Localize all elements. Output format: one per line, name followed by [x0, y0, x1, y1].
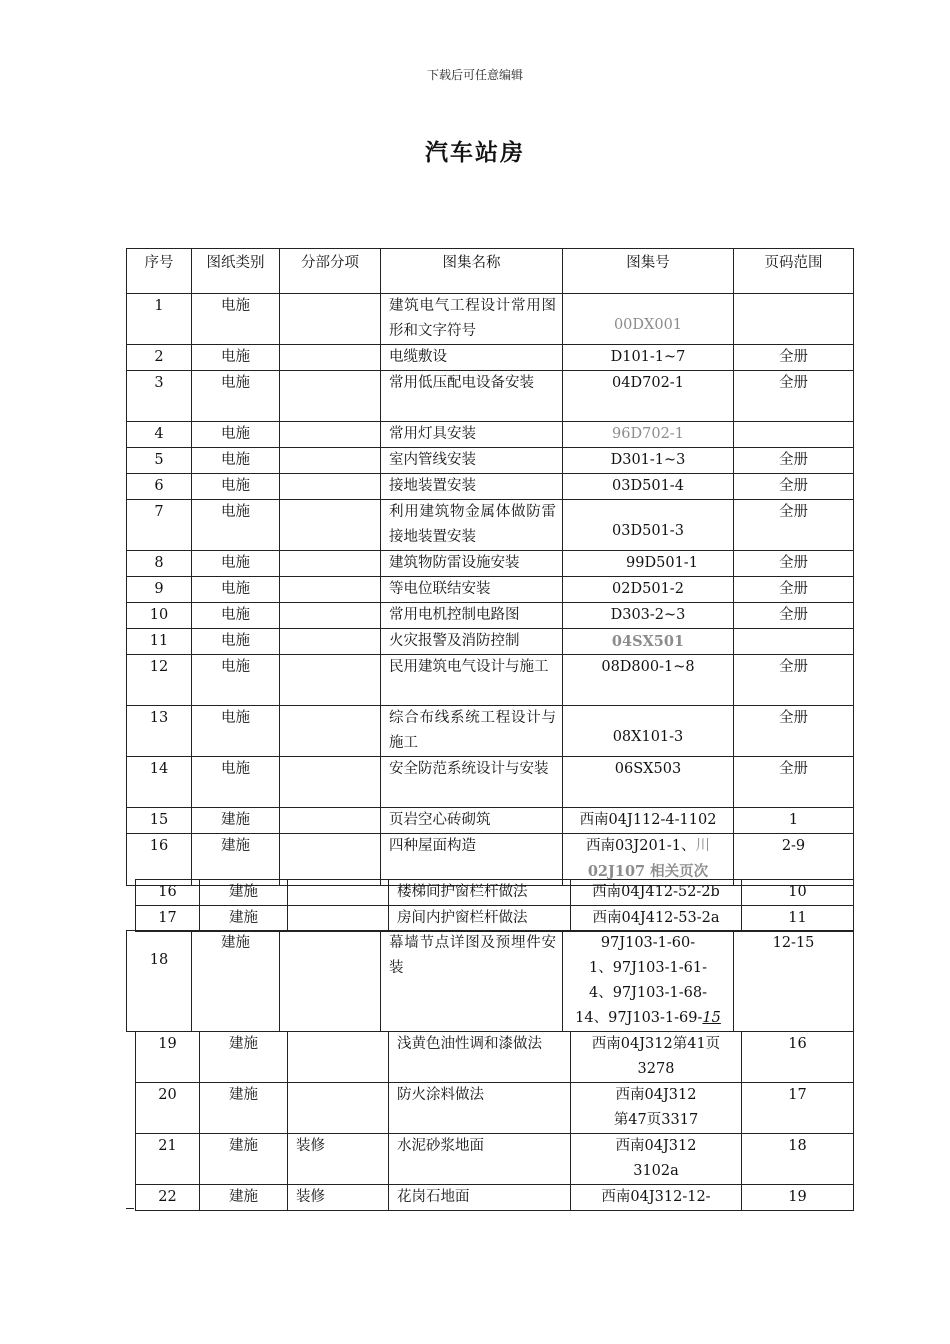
row-page-range: 全册 — [734, 706, 854, 757]
row-atlas-code-line: 4、97J103-1-68- — [588, 985, 708, 1001]
row-page-range: 1 — [734, 808, 854, 834]
table-row — [127, 655, 854, 706]
col-header-page-range: 页码范围 — [734, 249, 854, 294]
row-atlas-code: 西南04J312-12- — [571, 1185, 742, 1211]
row-subitem — [280, 655, 381, 706]
row-atlas-code-part: 西南03J201-1、 — [585, 838, 696, 854]
row-category: 建施 — [192, 834, 280, 886]
row-category: 电施 — [192, 448, 280, 474]
row-subitem — [280, 931, 381, 1032]
row-category: 电施 — [192, 757, 280, 808]
row-page-range — [734, 422, 854, 448]
row-atlas-code — [563, 500, 734, 551]
row-atlas-name: 综合布线系统工程设计与施工 — [381, 706, 563, 757]
row-category: 电施 — [192, 551, 280, 577]
row-atlas-name: 等电位联结安装 — [381, 577, 563, 603]
row-atlas-code: 西南04J112-4-1102 — [563, 808, 734, 834]
row-atlas-name: 安全防范系统设计与安装 — [381, 757, 563, 808]
row-index: 2 — [127, 345, 192, 371]
row-subitem — [280, 834, 381, 886]
col-header-atlas-name: 图集名称 — [381, 249, 563, 294]
table-row — [127, 629, 854, 655]
row-category: 电施 — [192, 422, 280, 448]
row-index: 10 — [127, 603, 192, 629]
row-page-range — [734, 294, 854, 345]
table-row — [136, 880, 854, 906]
table-row — [136, 1083, 854, 1134]
row-atlas-code: 06SX503 — [563, 757, 734, 808]
table-row — [127, 757, 854, 808]
row-subitem — [280, 345, 381, 371]
row-atlas-code — [563, 834, 734, 886]
row-subitem — [288, 880, 389, 906]
row-atlas-code — [563, 294, 734, 345]
row-atlas-code: D303-2~3 — [563, 603, 734, 629]
row-category: 电施 — [192, 500, 280, 551]
row-subitem — [280, 808, 381, 834]
row-index: 7 — [127, 500, 192, 551]
table-row — [127, 577, 854, 603]
table-row — [127, 500, 854, 551]
row-page-range: 17 — [742, 1083, 854, 1134]
row-atlas-code: 04SX501 — [563, 629, 734, 655]
row-index: 17 — [136, 906, 200, 932]
row-page-range: 全册 — [734, 474, 854, 500]
header-note: 下载后可任意编辑 — [426, 68, 523, 82]
row-subitem — [280, 551, 381, 577]
table-edge-line — [126, 1208, 134, 1209]
page-title: 汽车站房 — [425, 139, 525, 166]
row-page-range: 全册 — [734, 655, 854, 706]
row-subitem — [280, 422, 381, 448]
table-row — [127, 448, 854, 474]
row-page-range: 全册 — [734, 757, 854, 808]
row-atlas-code: 西南04J412-53-2a — [571, 906, 742, 932]
row-index: 16 — [136, 880, 200, 906]
row-atlas-name: 常用灯具安装 — [381, 422, 563, 448]
row-page-range: 12-15 — [734, 931, 854, 1032]
row-subitem — [280, 448, 381, 474]
row-atlas-code-line — [565, 1006, 731, 1031]
row-index: 8 — [127, 551, 192, 577]
row-atlas-name: 水泥砂浆地面 — [389, 1134, 571, 1185]
row-subitem — [280, 603, 381, 629]
table-row — [127, 808, 854, 834]
row-category: 建施 — [192, 808, 280, 834]
row-index: 12 — [127, 655, 192, 706]
row-atlas-name: 室内管线安装 — [381, 448, 563, 474]
row-category: 电施 — [192, 629, 280, 655]
row-page-range: 18 — [742, 1134, 854, 1185]
row-index: 19 — [136, 1032, 200, 1083]
row-page-range: 全册 — [734, 371, 854, 422]
row-category: 电施 — [192, 706, 280, 757]
drawing-index-table-part — [126, 930, 854, 1032]
row-atlas-code-line: 西南04J312 — [615, 1087, 697, 1103]
row-atlas-code: 西南04J412-52-2b — [571, 880, 742, 906]
row-subitem — [280, 500, 381, 551]
row-atlas-code — [563, 706, 734, 757]
row-index: 3 — [127, 371, 192, 422]
drawing-index-table-part — [135, 1031, 854, 1211]
row-subitem — [288, 1083, 389, 1134]
row-atlas-code: 08D800-1~8 — [563, 655, 734, 706]
row-atlas-code-line: 西南04J312第41页 — [591, 1036, 721, 1052]
row-atlas-code-line: 1、97J103-1-61- — [588, 960, 708, 976]
table-row — [127, 422, 854, 448]
row-atlas-code: D301-1~3 — [563, 448, 734, 474]
row-atlas-name: 花岗石地面 — [389, 1185, 571, 1211]
row-page-range: 16 — [742, 1032, 854, 1083]
row-subitem: 装修 — [288, 1134, 389, 1185]
row-atlas-code — [571, 1032, 742, 1083]
row-subitem — [288, 906, 389, 932]
row-atlas-name: 利用建筑物金属体做防雷接地装置安装 — [381, 500, 563, 551]
row-subitem — [288, 1032, 389, 1083]
row-page-range: 全册 — [734, 551, 854, 577]
col-header-subitem: 分部分项 — [280, 249, 381, 294]
row-atlas-code-line: 3102a — [633, 1163, 679, 1179]
table-row — [127, 551, 854, 577]
row-atlas-name: 浅黄色油性调和漆做法 — [389, 1032, 571, 1083]
row-atlas-name: 电缆敷设 — [381, 345, 563, 371]
row-subitem — [280, 577, 381, 603]
row-atlas-name: 接地装置安装 — [381, 474, 563, 500]
row-category: 建施 — [200, 880, 288, 906]
row-subitem — [280, 474, 381, 500]
row-atlas-name: 常用低压配电设备安装 — [381, 371, 563, 422]
row-atlas-code — [571, 1134, 742, 1185]
col-header-atlas-code: 图集号 — [563, 249, 734, 294]
row-atlas-code: 04D702-1 — [563, 371, 734, 422]
table-header-row — [127, 249, 854, 294]
row-index: 18 — [127, 931, 192, 1032]
row-category: 建施 — [192, 931, 280, 1032]
row-atlas-code-part: 川 — [695, 838, 711, 854]
row-atlas-code — [563, 931, 734, 1032]
row-page-range: 全册 — [734, 345, 854, 371]
drawing-index-table — [126, 248, 854, 886]
table-row — [127, 345, 854, 371]
row-subitem — [280, 294, 381, 345]
row-page-range: 全册 — [734, 603, 854, 629]
row-atlas-code-line: 3278 — [637, 1061, 675, 1077]
row-category: 建施 — [200, 1185, 288, 1211]
row-atlas-code — [571, 1083, 742, 1134]
row-subitem — [280, 371, 381, 422]
col-header-index: 序号 — [127, 249, 192, 294]
row-atlas-code-part: 02J107 相关页次 — [587, 863, 709, 880]
row-atlas-code-line: 第47页3317 — [613, 1112, 699, 1128]
row-atlas-name: 常用电机控制电路图 — [381, 603, 563, 629]
row-subitem — [280, 629, 381, 655]
row-subitem: 装修 — [288, 1185, 389, 1211]
row-category: 电施 — [192, 371, 280, 422]
row-page-range: 全册 — [734, 500, 854, 551]
drawing-index-table-part — [135, 879, 854, 932]
row-atlas-code-text: 08X101-3 — [612, 728, 684, 745]
row-atlas-name: 幕墙节点详图及预埋件安装 — [381, 931, 563, 1032]
table-row — [127, 834, 854, 886]
table-row — [136, 1134, 854, 1185]
row-page-range: 11 — [742, 906, 854, 932]
table-row — [127, 371, 854, 422]
row-atlas-code-line-text: 14、97J103-1-69- — [575, 1010, 703, 1026]
row-atlas-code-line: 97J103-1-60- — [600, 935, 696, 951]
row-category: 电施 — [192, 577, 280, 603]
row-category: 电施 — [192, 474, 280, 500]
row-atlas-name: 防火涂料做法 — [389, 1083, 571, 1134]
table-row — [127, 931, 854, 1032]
row-index: 16 — [127, 834, 192, 886]
row-category: 建施 — [200, 1032, 288, 1083]
row-category: 电施 — [192, 294, 280, 345]
table-row — [127, 706, 854, 757]
row-atlas-name: 火灾报警及消防控制 — [381, 629, 563, 655]
row-atlas-code: 03D501-4 — [563, 474, 734, 500]
row-category: 电施 — [192, 603, 280, 629]
row-atlas-code-text: 00DX001 — [613, 316, 683, 333]
row-index: 14 — [127, 757, 192, 808]
table-row — [136, 1032, 854, 1083]
table-row — [127, 474, 854, 500]
row-atlas-name: 房间内护窗栏杆做法 — [389, 906, 571, 932]
row-page-range: 2-9 — [734, 834, 854, 886]
row-category: 建施 — [200, 1083, 288, 1134]
row-index: 4 — [127, 422, 192, 448]
row-index: 9 — [127, 577, 192, 603]
row-category: 电施 — [192, 345, 280, 371]
row-atlas-name: 四种屋面构造 — [381, 834, 563, 886]
row-subitem — [280, 706, 381, 757]
table-row — [136, 906, 854, 932]
row-category: 电施 — [192, 655, 280, 706]
row-page-range: 全册 — [734, 577, 854, 603]
row-atlas-name: 建筑物防雷设施安装 — [381, 551, 563, 577]
table-row — [136, 1185, 854, 1211]
row-atlas-code-tail: 15 — [702, 1010, 721, 1026]
row-atlas-code: 99D501-1 — [563, 551, 734, 577]
row-atlas-name: 页岩空心砖砌筑 — [381, 808, 563, 834]
row-page-range — [734, 629, 854, 655]
row-index: 20 — [136, 1083, 200, 1134]
row-index: 22 — [136, 1185, 200, 1211]
row-page-range: 全册 — [734, 448, 854, 474]
row-atlas-name: 民用建筑电气设计与施工 — [381, 655, 563, 706]
row-index: 21 — [136, 1134, 200, 1185]
row-atlas-code-line: 西南04J312 — [615, 1138, 697, 1154]
row-atlas-name: 建筑电气工程设计常用图形和文字符号 — [381, 294, 563, 345]
row-index: 5 — [127, 448, 192, 474]
row-category: 建施 — [200, 906, 288, 932]
table-row — [127, 603, 854, 629]
row-index: 15 — [127, 808, 192, 834]
row-atlas-code: D101-1~7 — [563, 345, 734, 371]
row-atlas-name: 楼梯间护窗栏杆做法 — [389, 880, 571, 906]
row-index: 11 — [127, 629, 192, 655]
table-row — [127, 294, 854, 345]
row-page-range: 10 — [742, 880, 854, 906]
row-index: 6 — [127, 474, 192, 500]
col-header-category: 图纸类别 — [192, 249, 280, 294]
row-page-range: 19 — [742, 1185, 854, 1211]
row-subitem — [280, 757, 381, 808]
row-atlas-code: 96D702-1 — [563, 422, 734, 448]
row-atlas-code: 02D501-2 — [563, 577, 734, 603]
row-index: 1 — [127, 294, 192, 345]
row-category: 建施 — [200, 1134, 288, 1185]
row-index: 13 — [127, 706, 192, 757]
row-atlas-code-text: 03D501-3 — [612, 522, 684, 539]
